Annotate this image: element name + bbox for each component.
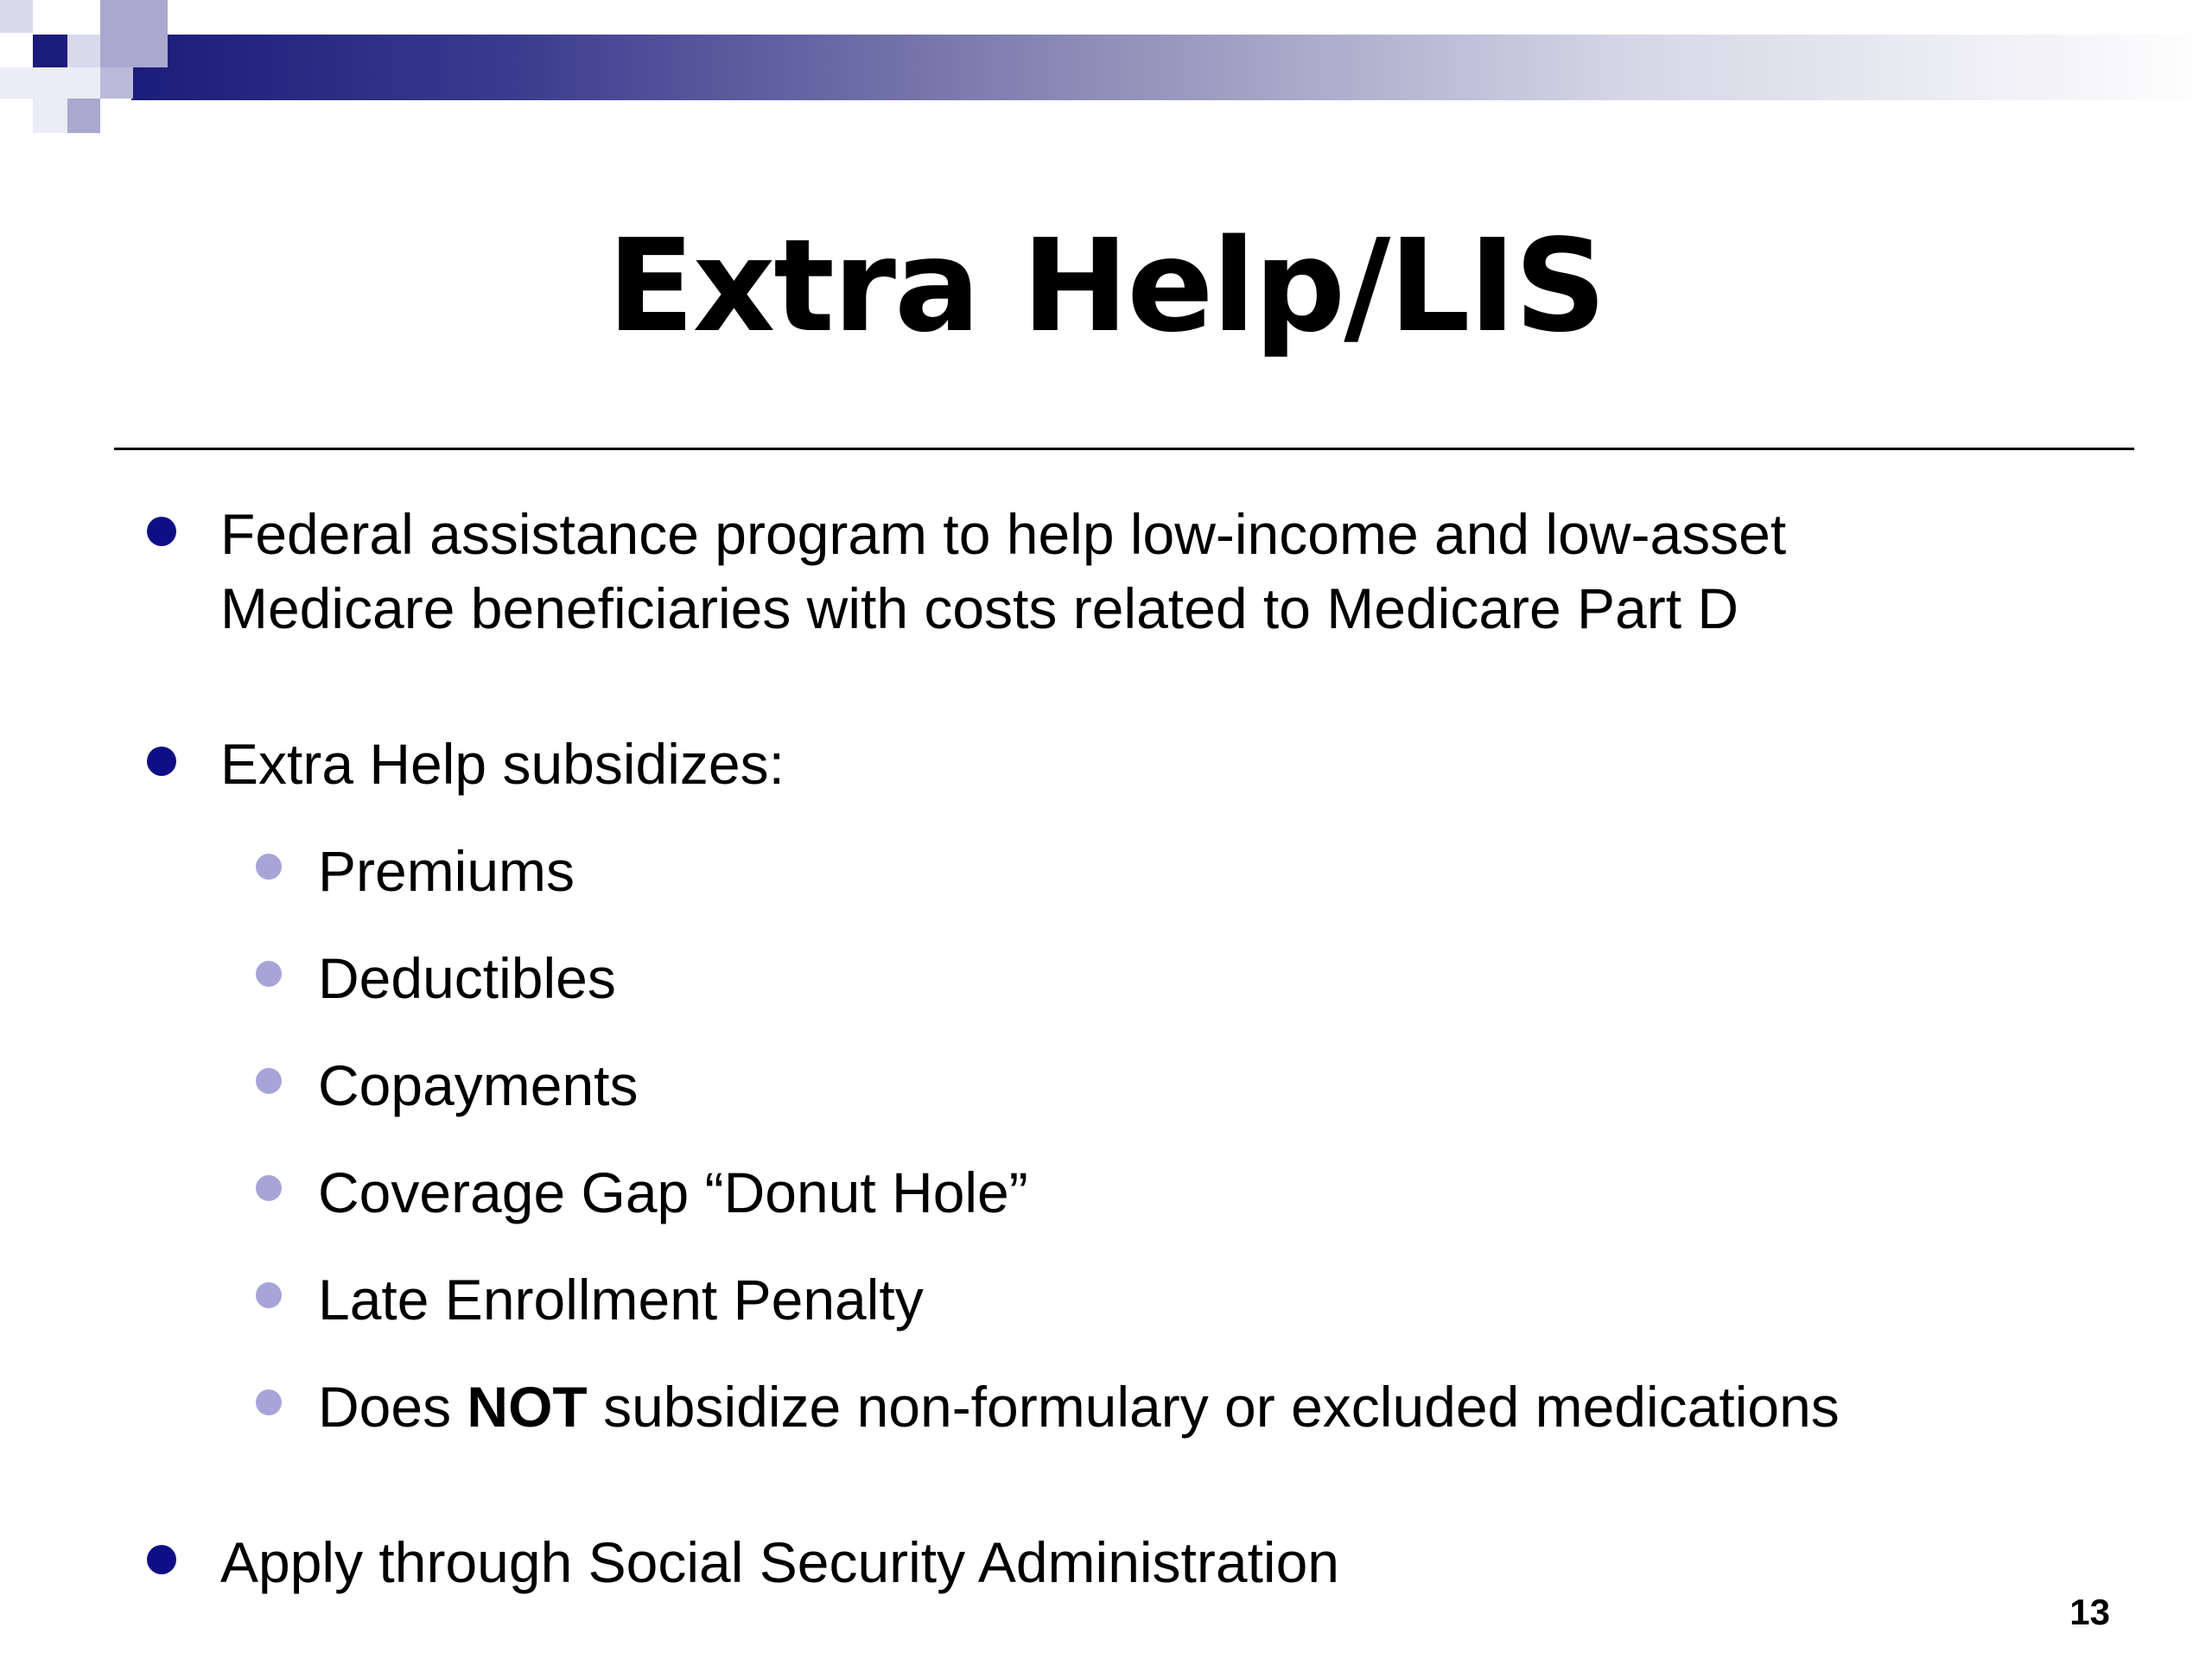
sub-bullet-dot-icon [256, 854, 282, 880]
bullet-dot-icon [147, 1545, 176, 1574]
sub-bullet-premiums: Premiums [318, 839, 575, 903]
bullet-dot-icon [147, 747, 176, 776]
bullet-2: Extra Help subsidizes: [220, 732, 785, 796]
sub-bullet-not-subsidized [318, 1370, 1840, 1443]
sub-bullet-late-enrollment: Late Enrollment Penalty [318, 1268, 924, 1332]
bullet-1-line-1: Federal assistance program to help low-income and low-asset [220, 502, 1787, 566]
sub-bullet-dot-icon [256, 1175, 282, 1201]
sub-bullet-coverage-gap: Coverage Gap “Donut Hole” [318, 1160, 1028, 1224]
sub-bullet-copayments: Copayments [318, 1053, 639, 1117]
sub-bullet-dot-icon [256, 1282, 282, 1308]
page-number: 13 [2069, 1592, 2110, 1632]
sub-bullet-dot-icon [256, 1389, 282, 1415]
sub6-emphasis: NOT [467, 1375, 588, 1439]
sub-bullet-deductibles: Deductibles [318, 946, 616, 1010]
bullet-1-line-2: Medicare beneficiaries with costs related to Medicare Part D [220, 576, 1739, 640]
sub-bullet-dot-icon [256, 1068, 282, 1094]
sub-bullet-dot-icon [256, 961, 282, 987]
slide-title: Extra Help/LIS [607, 212, 1605, 360]
bullet-3: Apply through Social Security Administration [220, 1530, 1339, 1594]
bullet-dot-icon [147, 517, 176, 546]
sub6-suffix: subsidize non-formulary or excluded medications [587, 1375, 1840, 1439]
sub6-prefix: Does [318, 1375, 467, 1439]
